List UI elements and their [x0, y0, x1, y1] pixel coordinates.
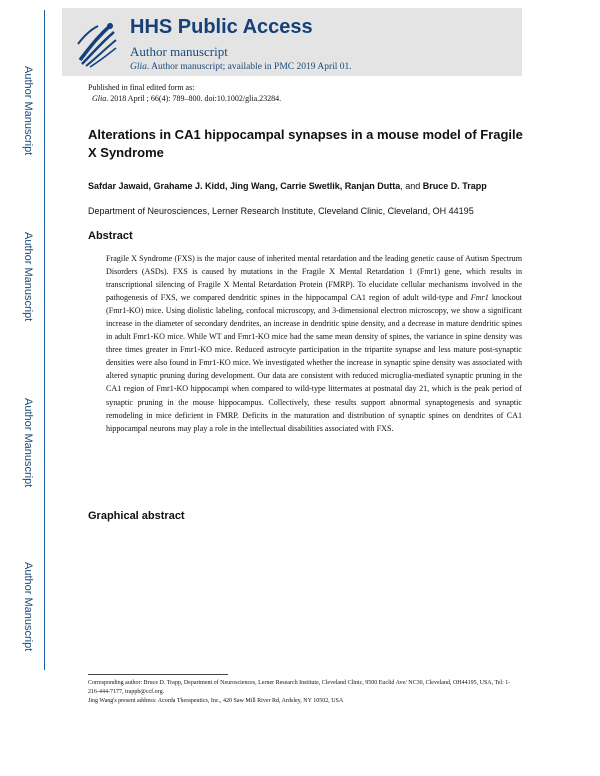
sidebar	[0, 0, 60, 776]
abstract-body	[106, 252, 522, 435]
abstract-part-2: knockout (Fmr1-KO) mice. Using diolistic labeling, confocal microscopy, and 3-dimensional electron microscopy, we show a significant increase in the diameter of secondary dendrites, an increase in dendritic spine density, and a decrease in mature dendritic spines in adult Fmr1-KO mice. While WT and Fmr1-KO mice had the same mean density of spines, the variance in spine density was three times greater in Fmr1-KO mice. Reduced astrocyte participation in the tripartite synapse and less mature post-synaptic densities were also found in Fmr1-KO mice. We investigated whether the increase in synaptic spine density was associated with altered synaptic pruning during development. Our data are consistent with reduced microglia-mediated synaptic pruning in the CA1 region of Fmr1-KO hippocampi when compared to wild-type littermates at postnatal day 21, which is the peak period of synaptic pruning in the mouse hippocampus. Collectively, these results support abnormal synaptogenesis and synaptic remodeling in mice deficient in FMRP. Deficits in the maturation and distribution of synaptic spines on dendrites of CA1 hippocampal neurons may play a role in the intellectual disabilities associated with FXS.	[106, 293, 522, 433]
present-address-note: Jing Wang's present address: Acorda Therapeutics, Inc., 420 Saw Mill River Rd, Ardsley, NY 10502, USA	[88, 698, 344, 704]
sidebar-label-4: Author Manuscript	[22, 562, 34, 652]
authors-lead: Safdar Jawaid, Grahame J. Kidd, Jing Wang, Carrie Swetlik, Ranjan Dutta	[88, 181, 401, 191]
citation-line	[92, 93, 281, 104]
citation-journal: Glia	[92, 94, 107, 103]
hhs-header	[62, 8, 522, 76]
sidebar-label-2: Author Manuscript	[22, 232, 34, 322]
sidebar-label-3: Author Manuscript	[22, 398, 34, 488]
hhs-eagle-icon	[74, 14, 122, 70]
published-label: Published in final edited form as:	[88, 83, 195, 92]
sidebar-rule	[44, 10, 45, 670]
author-list	[88, 180, 528, 193]
author-manuscript-label: Author manuscript	[130, 44, 228, 59]
footnote-divider	[88, 674, 228, 675]
availability-line	[130, 62, 352, 72]
citation-text: . 2018 April ; 66(4): 789–800. doi:10.1002/glia.23284.	[106, 94, 282, 103]
authors-last: Bruce D. Trapp	[422, 181, 487, 191]
affiliation: Department of Neurosciences, Lerner Research Institute, Cleveland Clinic, Cleveland, OH 44195	[88, 206, 474, 216]
publication-info	[88, 82, 281, 104]
availability-text: . Author manuscript; available in PMC 2019 April 01.	[146, 62, 352, 72]
hhs-title: HHS Public Access	[130, 16, 313, 38]
graphical-abstract-heading: Graphical abstract	[88, 510, 185, 522]
footnotes	[88, 679, 518, 706]
abstract-gene: Fmr1	[470, 293, 489, 303]
sidebar-label-1: Author Manuscript	[22, 66, 34, 156]
authors-and: , and	[400, 181, 423, 191]
abstract-heading: Abstract	[88, 230, 133, 242]
journal-name: Glia	[130, 62, 147, 72]
corresponding-author-note: Corresponding author: Bruce D. Trapp, Department of Neurosciences, Lerner Research Institute, Cleveland Clinic, 9500 Euclid Ave/ NC30, Cleveland, OH44195, USA, Tel: 1-216-444-7177, trappb@ccf.org.	[88, 680, 511, 695]
abstract-part-1: Fragile X Syndrome (FXS) is the major cause of inherited mental retardation and the leading genetic cause of Autism Spectrum Disorders (ASDs). FXS is caused by mutations in the Fragile X Mental Retardation 1 (Fmr1) gene, which results in transcriptional silencing of Fragile X Mental Retardation Protein (FMRP). To elucidate cellular mechanisms involved in the pathogenesis of FXS, we compared dendritic spines in the hippocampal CA1 region of adult wild-type and	[106, 254, 522, 303]
article-title: Alterations in CA1 hippocampal synapses in a mouse model of Fragile X Syndrome	[88, 127, 523, 160]
